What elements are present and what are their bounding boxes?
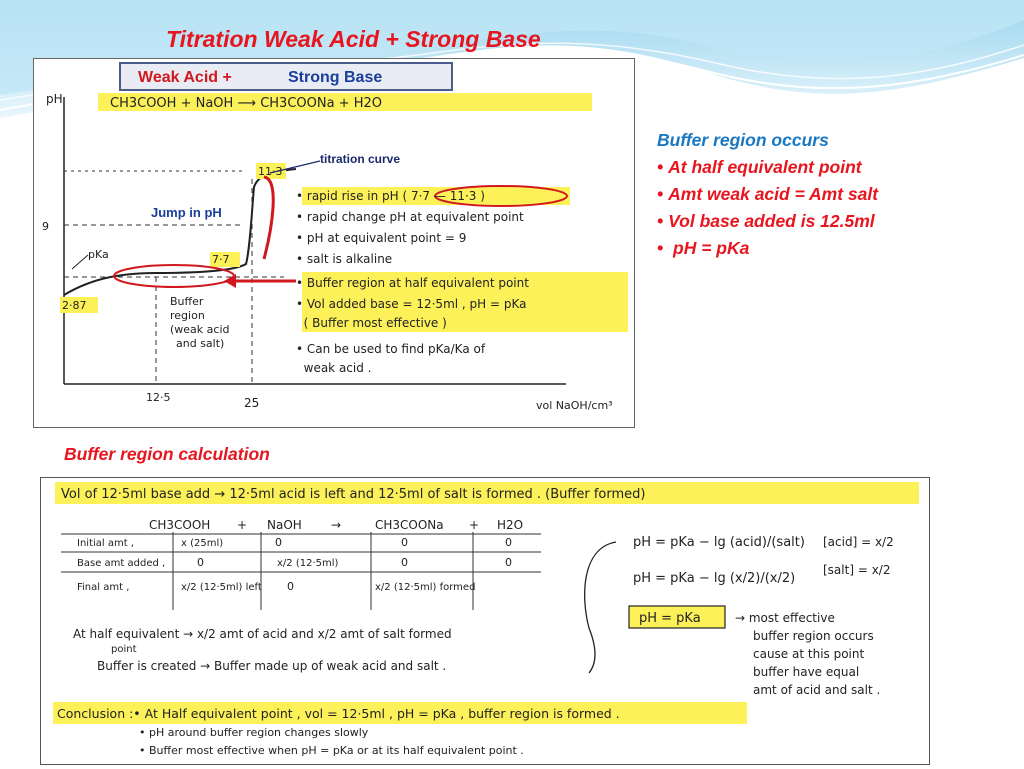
conclusion: Conclusion :• At Half equivalent point , vol = 12·5ml , pH = pKa , buffer region is formed . [57,706,620,721]
conclusion-bullet: • Buffer most effective when pH = pKa or at its half equivalent point . [139,744,524,757]
row-label: Base amt added , [77,558,166,569]
note-3: • pH at equivalent point = 9 [296,231,467,245]
buffer-list-item: • pH = pKa [657,238,750,258]
note-7: ( Buffer most effective ) [296,316,447,330]
buffer-list-item: • Vol base added is 12.5ml [657,211,875,231]
pka-label: pKa [88,248,109,261]
buffer-list-item-text: Vol base added is 12.5ml [668,211,875,231]
table-cell: 0 [401,536,408,549]
ph-pka-text: pH = pKa [639,611,701,626]
buffer-note-3: (weak acid [170,323,230,336]
x-tick-125: 12·5 [146,391,171,404]
note-9: weak acid . [296,361,372,375]
table-cell: 0 [401,556,408,569]
table-cell: 0 [287,580,294,593]
effective-note: amt of acid and salt . [753,683,881,697]
th-h2o: H2O [497,518,524,532]
row-label: Final amt , [77,582,130,593]
buffer-list-item-text: pH = pKa [668,238,750,258]
header-text-1: Weak Acid + [138,69,232,86]
table-cell: x (25ml) [181,538,224,549]
buffer-list-item-text: Amt weak acid = Amt salt [668,184,879,204]
equation: CH3COOH + NaOH ⟶ CH3COONa + H2O [110,96,382,111]
buffer-list-item-text: At half equivalent point [668,157,862,177]
th-ch3cooh: CH3COOH [149,518,211,532]
titration-figure-svg [34,59,634,427]
th-naoh: NaOH [267,518,302,532]
slide-title: Titration Weak Acid + Strong Base [166,26,541,52]
buffer-note-1: Buffer [170,295,204,308]
effective-note: buffer region occurs [753,629,874,643]
curve-label: titration curve [320,152,401,166]
titration-curve [64,169,296,295]
table-cell: 0 [505,536,512,549]
half-eq-point: point [111,644,137,655]
calculation-figure [40,477,930,765]
effective-note: buffer have equal [753,665,860,679]
buffer-list-item: • Amt weak acid = Amt salt [657,184,879,204]
calculation-figure-svg [41,478,929,764]
table-cell: x/2 (12·5ml) [277,558,339,569]
x-tick-25: 25 [244,396,260,410]
connector-curve [585,542,616,673]
note-6: • Vol added base = 12·5ml , pH = pKa [296,297,527,311]
header-text-2: Strong Base [288,69,383,86]
table-cell: x/2 (12·5ml) formed [375,582,476,593]
row-label: Initial amt , [77,538,134,549]
banner-text: Vol of 12·5ml base add → 12·5ml acid is left and 12·5ml of salt is formed . (Buffer formed) [61,487,646,502]
buffer-arrow-head [224,274,236,288]
note-2: • rapid change pH at equivalent point [296,210,524,224]
th-arrow: → [331,518,342,532]
jump-label: Jump in pH [151,205,222,220]
buffer-note-2: region [170,309,205,322]
note-1: • rapid rise in pH ( 7·7 — 11·3 ) [296,189,485,203]
y-axis-label: pH [46,92,63,106]
y-tick-287: 2·87 [62,299,87,312]
conclusion-bullet: • pH around buffer region changes slowly [139,726,369,739]
table-cell: x/2 (12·5ml) left [181,582,262,593]
y-tick-113: 11·3 [258,165,283,178]
acid-eq: [acid] = x/2 [823,535,894,549]
buffer-note-4: and salt) [176,337,225,350]
eq-1: pH = pKa − lg (acid)/(salt) [633,535,805,550]
salt-eq: [salt] = x/2 [823,563,891,577]
eq-2: pH = pKa − lg (x/2)/(x/2) [633,571,796,586]
effective-note: → most effective [735,611,835,625]
note-5: • Buffer region at half equivalent point [296,276,529,290]
effective-note: cause at this point [753,647,865,661]
x-axis-label: vol NaOH/cm³ [536,399,613,412]
th-plus-2: + [469,518,480,532]
note-4: • salt is alkaline [296,252,393,266]
table-cell: 0 [197,556,204,569]
y-tick-9: 9 [42,220,49,233]
y-tick-77: 7·7 [212,253,230,266]
section-title: Buffer region calculation [64,444,270,464]
buffer-region-circle [114,265,234,287]
buffer-list-heading: Buffer region occurs [657,130,829,150]
buffer-region-list [657,127,878,262]
table-cell: 0 [505,556,512,569]
half-eq-line: At half equivalent → x/2 amt of acid and x/2 amt of salt formed [73,627,452,641]
jump-bracket [264,177,273,259]
note-8: • Can be used to find pKa/Ka of [296,342,486,356]
buffer-list-item: • At half equivalent point [657,157,862,177]
buffer-created: Buffer is created → Buffer made up of weak acid and salt . [97,659,447,673]
titration-figure [33,58,635,428]
th-ch3coona: CH3COONa [375,518,444,532]
pka-pointer [72,255,88,269]
table-cell: 0 [275,536,282,549]
th-plus-1: + [237,518,248,532]
